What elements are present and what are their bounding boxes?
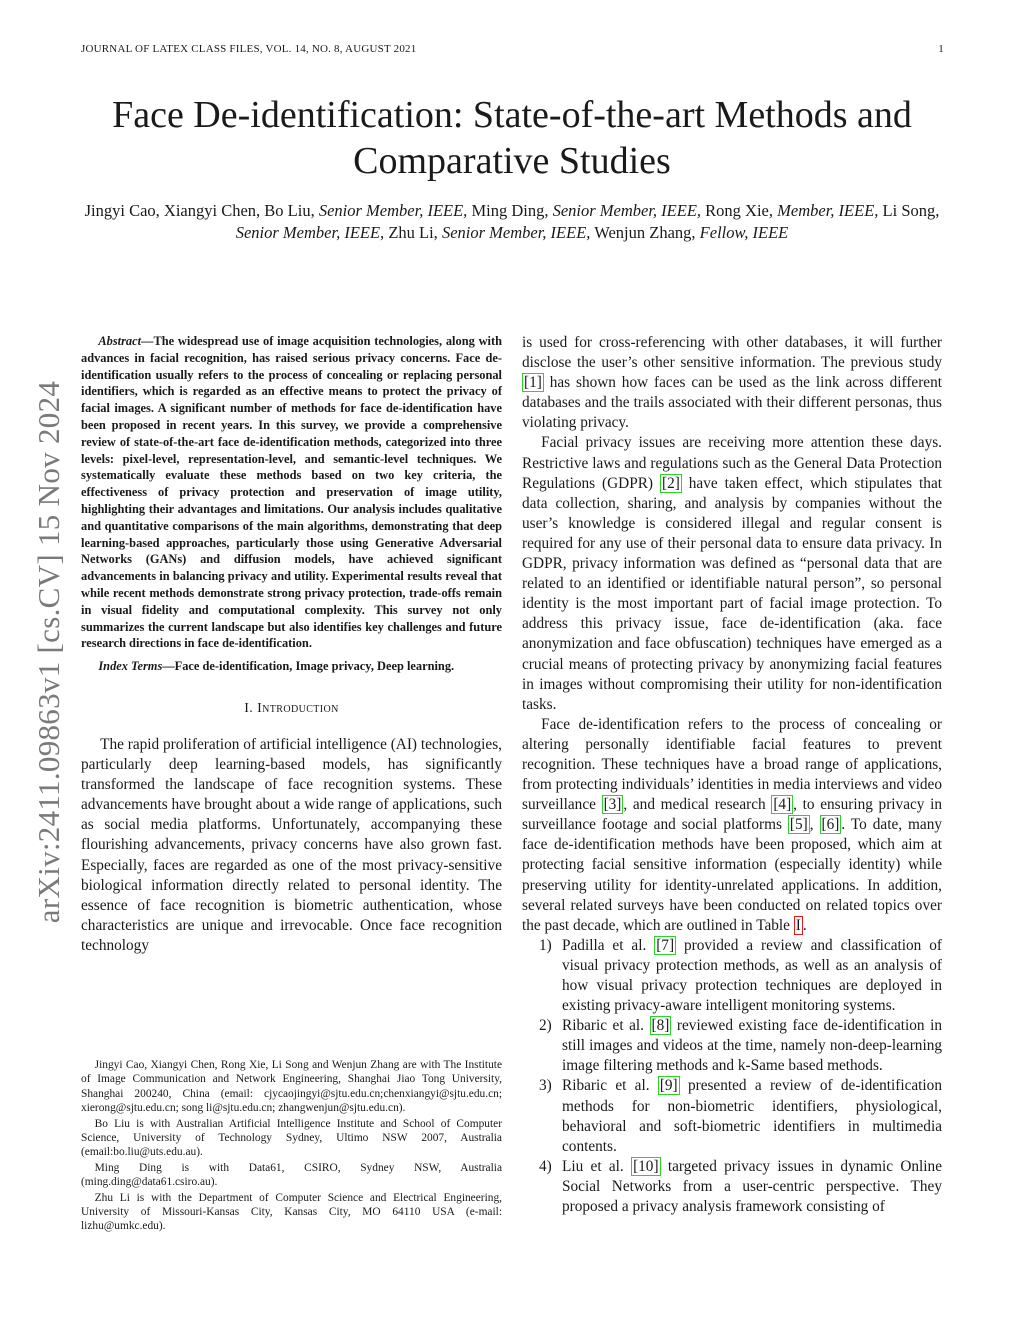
survey-list	[522, 936, 942, 1217]
text-run: .	[802, 916, 807, 934]
text-run: targeted privacy issues in dynamic Online Social Networks from a user-centric perspective. They proposed a privacy analysis framework consisting of	[562, 1157, 942, 1216]
body-paragraph	[522, 333, 942, 433]
text-run: Facial privacy issues are receiving more attention these days. Restrictive laws and regulations such as the General Data Protection Regulations (GDPR)	[522, 434, 942, 492]
arxiv-stamp: arXiv:2411.09863v1 [cs.CV] 15 Nov 2024	[31, 380, 66, 924]
list-item	[522, 936, 942, 1016]
author-name: Rong Xie,	[705, 201, 774, 220]
author-name: Li Song,	[882, 201, 940, 220]
text-run: . To date, many face de-identification methods have been proposed, which aim at protecting facial sensitive information (especially identity) while preserving utility for identity-unrelated applications. In addition, several related surveys have been conducted on related topics over the past decade, which are outlined in Table	[522, 816, 942, 934]
citation-link[interactable]: [7]	[656, 936, 675, 954]
index-terms-lead: Index Terms	[98, 659, 163, 674]
list-number: 3)	[539, 1077, 552, 1095]
author-role: Senior Member, IEEE,	[318, 201, 468, 220]
citation-link[interactable]: [3]	[603, 796, 622, 814]
author-name: Jingyi Cao,	[84, 201, 160, 220]
intro-paragraph: The rapid proliferation of artificial intelligence (AI) technologies, particularly deep learning-based models, has significantly transformed the landscape of face recognition systems. These advancements have brought about a wide range of applications, such as social media platforms. Unfortunately, accompanying these flourishing advancements, privacy concerns have also grown fast. Especially, faces are regarded as one of the most privacy-sensitive biological information directly related to personal identity. The essence of face recognition is biometric authentication, whose characteristics are unique and irrevocable. Once face recognition technology	[81, 735, 502, 954]
section-title: Introduction	[257, 700, 339, 716]
author-list	[70, 200, 954, 244]
text-run: have taken effect, which stipulates that data collection, sharing, and analysis by companies without the user’s knowledge is considered illegal and regular consent is required for any use of their personal data to ensure data privacy. In GDPR, privacy information was defined as “personal data that are related to an identified or identifiable natural person”, so personal identity is the most important part of facial image protection. To address this privacy issue, face de-identification (aka. face anonymization and face obfuscation) techniques have emerged as a crucial means of protecting privacy by anonymizing facial features in images without compromising their utility for non-identification tasks.	[522, 474, 942, 713]
list-number: 2)	[539, 1017, 552, 1035]
citation-link[interactable]: [10]	[633, 1157, 659, 1175]
citation-link[interactable]: [1]	[524, 374, 542, 392]
abstract-text: —The widespread use of image acquisition technologies, along with advances in facial recognition, has raised serious privacy concerns. Face de-identification usually refers to the process of concealing or replacing personal identifiers, which is regarded as an effective means to protect the privacy of facial images. A significant number of methods for face de-identification have been proposed in recent years. In this survey, we provide a comprehensive review of state-of-the-art face de-identification methods, categorized into three levels: pixel-level, representation-level, and semantic-level techniques. We systematically evaluate these methods based on two key criteria, the effectiveness of privacy protection and preservation of image utility, highlighting their advantages and limitations. Our analysis includes qualitative and quantitative comparisons of the main algorithms, demonstrating that deep learning-based approaches, particularly those using Generative Adversarial Networks (GANs) and diffusion models, have achieved significant advancements in balancing privacy and utility. Experimental results reveal that while recent methods demonstrate strong privacy protection, trade-offs remain in visual fidelity and computational complexity. This survey not only summarizes the current landscape but also identifies key challenges and future research directions in face de-identification.	[81, 334, 502, 651]
citation-link[interactable]: [6]	[821, 816, 840, 834]
section-heading	[81, 701, 502, 717]
affiliation-footnotes	[81, 1058, 502, 1235]
text-run: , to ensuring privacy in surveillance footage and social platforms	[522, 796, 942, 834]
citation-link[interactable]: [8]	[651, 1017, 670, 1035]
footnote: Jingyi Cao, Xiangyi Chen, Rong Xie, Li Song and Wenjun Zhang are with The Institute of Image Communication and Network Engineering, Shanghai Jiao Tong University, Shanghai 200240, China (email: cjycaojingyi@sjtu.edu.cn;chenxiangyi@sjtu.edu.cn; xierong@sjtu.edu.cn; song li@sjtu.edu.cn; zhangwenjun@sjtu.edu.cn).	[81, 1059, 502, 1115]
text-run: Liu et al.	[562, 1157, 632, 1175]
list-item	[522, 1076, 942, 1156]
author-name: Zhu Li,	[388, 223, 438, 242]
author-role: Fellow, IEEE	[699, 223, 789, 242]
text-run: provided a review and classification of visual privacy protection methods, as well as an analysis of how visual privacy protection techniques are deployed in existing privacy-aware intelligent monitoring systems.	[562, 936, 942, 1015]
body-paragraph	[522, 715, 942, 936]
citation-link[interactable]: [4]	[773, 796, 792, 814]
section-number: I.	[244, 700, 254, 716]
table-link[interactable]: I	[795, 916, 801, 934]
citation-link[interactable]: [2]	[661, 474, 680, 492]
author-name: Wenjun Zhang,	[594, 223, 696, 242]
footnote: Zhu Li is with the Department of Computer Science and Electrical Engineering, University of Missouri-Kansas City, Kansas City, MO 64110 USA (e-mail: lizhu@umkc.edu).	[81, 1191, 502, 1233]
right-column	[522, 333, 942, 1217]
text-run: , and medical research	[623, 796, 772, 814]
citation-link[interactable]: [5]	[789, 816, 808, 834]
footnote: Bo Liu is with Australian Artificial Intelligence Institute and School of Computer Science, University of Technology Sydney, Ultimo NSW 2007, Australia (email:bo.liu@uts.edu.au).	[81, 1117, 502, 1159]
text-run: Face de-identification refers to the process of concealing or altering personally identifiable facial features to prevent recognition. These techniques have a broad range of applications, from protecting individuals’ identities in media interviews and video surveillance	[522, 715, 942, 814]
left-column	[81, 333, 502, 956]
author-name: Bo Liu,	[264, 201, 315, 220]
body-paragraph	[522, 433, 942, 714]
running-header: JOURNAL OF LATEX CLASS FILES, VOL. 14, NO. 8, AUGUST 2021	[81, 43, 417, 55]
text-run: Ribaric et al.	[562, 1017, 650, 1035]
text-run: reviewed existing face de-identification in still images and videos at the time, namely non-deep-learning image filtering methods and k-Same based methods.	[562, 1017, 942, 1075]
text-run: Padilla et al.	[562, 936, 655, 954]
list-number: 4)	[539, 1157, 552, 1175]
author-role: Senior Member, IEEE,	[235, 223, 385, 242]
author-name: Ming Ding,	[471, 201, 549, 220]
text-run: presented a review of de-identification methods for non-biometric identifiers, physiological, behavioral and soft-biometric identifiers in multimedia contents.	[562, 1077, 942, 1155]
list-item	[522, 1016, 942, 1076]
text-run: ,	[809, 816, 820, 834]
index-terms-text: —Face de-identification, Image privacy, Deep learning.	[162, 659, 455, 674]
author-role: Senior Member, IEEE,	[441, 223, 591, 242]
author-role: Member, IEEE,	[777, 201, 879, 220]
list-item	[522, 1157, 942, 1217]
citation-link[interactable]: [9]	[659, 1077, 678, 1095]
text-run: is used for cross-referencing with other databases, it will further disclose the user’s other sensitive information. The previous study	[522, 334, 942, 372]
text-run: Ribaric et al.	[562, 1077, 658, 1095]
text-run: has shown how faces can be used as the link across different databases and the trails associated with their different personas, thus violating privacy.	[522, 374, 942, 432]
list-number: 1)	[539, 936, 552, 954]
paper-title: Face De-identification: State-of-the-art Methods and Comparative Studies	[112, 94, 912, 182]
page-number: 1	[938, 43, 944, 55]
author-name: Xiangyi Chen,	[163, 201, 261, 220]
abstract	[81, 333, 502, 652]
abstract-lead: Abstract	[98, 334, 142, 348]
index-terms	[81, 658, 502, 675]
author-role: Senior Member, IEEE,	[552, 201, 702, 220]
footnote: Ming Ding is with Data61, CSIRO, Sydney NSW, Australia (ming.ding@data61.csiro.au).	[81, 1161, 502, 1189]
